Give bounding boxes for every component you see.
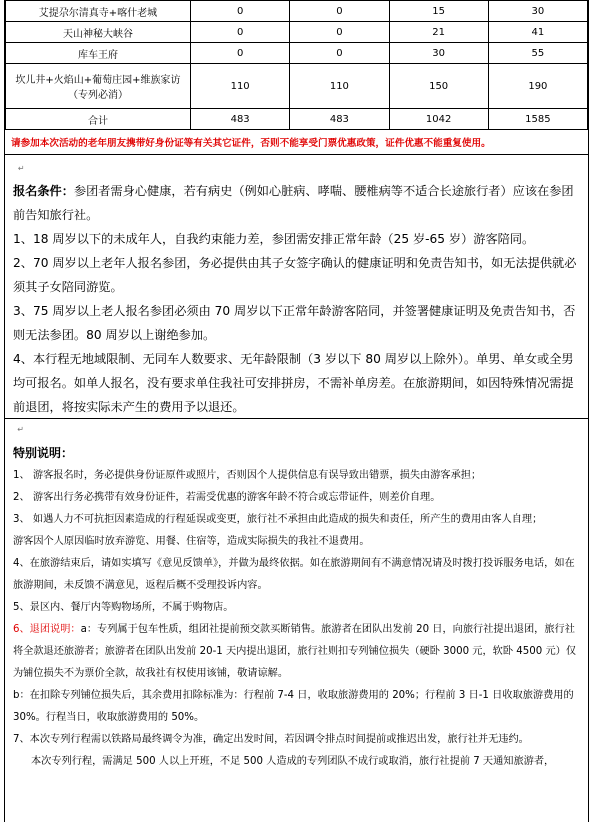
- enroll-item: 2、70 周岁以上老年人报名参团，务必提供由其子女签字确认的健康证明和免责告知书，如无法提供就必须其子女陪同游览。: [13, 256, 577, 294]
- special-item-7: 7、本次专列行程需以铁路局最终调令为准，确定出发时间，若因调令排点时间提前或推迟出发，旅行社并无违约。: [13, 734, 529, 745]
- refund-label: 6、退团说明：: [13, 624, 81, 635]
- table-cell-value: 30: [488, 1, 587, 22]
- table-cell-name: 合计: [6, 109, 191, 130]
- enroll-item: 4、本行程无地域限制、无同车人数要求、无年龄限制（3 岁以下 80 周岁以上除外）。单男、单女或全男均可报名。如单人报名，没有要求单住我社可安排拼房，不需补单房差。在旅游期间，如因特殊情况需提前退团，将按实际未产生的费用予以退还。: [13, 352, 574, 414]
- table-cell-value: 15: [389, 1, 488, 22]
- table-cell-value: 30: [389, 43, 488, 64]
- enroll-item: 3、75 周岁以上老人报名参团必须由 70 周岁以下正常年龄游客陪同，并签署健康证明及免责告知书，否则无法参团。80 周岁以上谢绝参加。: [13, 304, 576, 342]
- table-cell-value: 21: [389, 22, 488, 43]
- table-cell-value: 1585: [488, 109, 587, 130]
- table-cell-value: 41: [488, 22, 587, 43]
- table-cell-value: 190: [488, 64, 587, 109]
- table-cell-value: 0: [191, 22, 290, 43]
- table-row: [6, 22, 588, 43]
- refund-item-b: b：在扣除专列铺位损失后，其余费用扣除标准为：行程前 7-4 日，收取旅游费用的 20%；行程前 3 日-1 日收取旅游费用的 30%。行程当日，收取旅游费用的 50%。: [13, 690, 574, 723]
- table-cell-value: 0: [290, 43, 389, 64]
- special-item: 游客因个人原因临时放弃游览、用餐、住宿等，造成实际损失的我社不退费用。: [13, 536, 370, 547]
- special-section: ↵ 特别说明： 1、 游客报名时，务必提供身份证原件或照片，否则因个人提供信息有误导致出错票，损失由游客承担； 2、 游客出行务必携带有效身份证件，若需受优惠的游客年龄不符合或忘带证件，则差价自理。 3、 如遇人力不可抗拒因素造成的行程延误或变更，旅行社不承担由此造成的损失和责任，所产生的费用由客人自理； 游客因个人原因临时放弃游览、用餐、住宿等，造成实际损失的我社不退费用。 4、在旅游结束后，请如实填写《意见反馈单》，并做为最终依据。如在旅游期间有不满意情况请及时拨打投诉服务电话，如在旅游期间，未反馈不满意见，返程后概不受理投诉内容。 5、景区内、餐厅内等购物场所，不属于购物店。 6、退团说明：a：专列属于包车性质，组团社提前预交款买断销售。旅游者在团队出发前 20 日，向旅行社提出退团，旅行社将全款退还旅游者；旅游者在团队出发前 20-1 天内提出退团，旅行社则扣专列铺位损失（硬卧 3000 元，软卧 4500 元）仅为铺位损失不为票价全款，故我社有权使用该铺，敬请谅解。 b：在扣除专列铺位损失后，其余费用扣除标准为：行程前 7-4 日，收取旅游费用的 20%；行程前 3 日-1 日收取旅游费用的 30%。行程当日，收取旅游费用的 50%。 7、本次专列行程需以铁路局最终调令为准，确定出发时间，若因调令排点时间提前或推迟出发，旅行社并无违约。 本次专列行程，需满足 500 人以上开班，不足 500 人造成的专列团队不成行或取消，旅行社提前 7 天通知旅游者，: [5, 419, 588, 773]
- table-row: [6, 64, 588, 109]
- special-item: 2、 游客出行务必携带有效身份证件，若需受优惠的游客年龄不符合或忘带证件，则差价自理。: [13, 492, 441, 503]
- price-table: [5, 0, 588, 130]
- enroll-intro: 参团者需身心健康，若有病史（例如心脏病、哮喘、腰椎病等不适合长途旅行者）应该在参团前告知旅行社。: [13, 184, 574, 222]
- table-cell-value: 0: [191, 1, 290, 22]
- table-cell-name: 艾提尕尔清真寺+喀什老城: [6, 1, 191, 22]
- special-item: 3、 如遇人力不可抗拒因素造成的行程延误或变更，旅行社不承担由此造成的损失和责任，所产生的费用由客人自理；: [13, 514, 543, 525]
- table-cell-value: 150: [389, 64, 488, 109]
- table-cell-name: 库车王府: [6, 43, 191, 64]
- special-title: 特别说明：: [13, 446, 74, 460]
- table-cell-value: 483: [191, 109, 290, 130]
- table-cell-value: 110: [290, 64, 389, 109]
- special-item: 5、景区内、餐厅内等购物场所，不属于购物店。: [13, 602, 234, 613]
- table-cell-name: 坎儿井+火焰山+葡萄庄园+维族家访（专列必消）: [6, 64, 191, 109]
- table-cell-name: 天山神秘大峡谷: [6, 22, 191, 43]
- table-row: [6, 1, 588, 22]
- refund-text: a：专列属于包车性质，组团社提前预交款买断销售。旅游者在团队出发前 20 日，向旅行社提出退团，旅行社将全款退还旅游者；旅游者在团队出发前 20-1 天内提出退团，旅行社则扣专列铺位损失（硬卧 3000 元，软卧 4500 元）仅为铺位损失不为票价全款，故我社有权使用该铺，敬请谅解。: [13, 624, 577, 679]
- table-row: [6, 109, 588, 130]
- table-cell-value: 0: [290, 22, 389, 43]
- special-item: 4、在旅游结束后，请如实填写《意见反馈单》，并做为最终依据。如在旅游期间有不满意情况请及时拨打投诉服务电话，如在旅游期间，未反馈不满意见，返程后概不受理投诉内容。: [13, 558, 575, 591]
- table-cell-value: 0: [191, 43, 290, 64]
- table-cell-value: 55: [488, 43, 587, 64]
- enroll-section: ↵ 报名条件：参团者需身心健康，若有病史（例如心脏病、哮喘、腰椎病等不适合长途旅行者）应该在参团前告知旅行社。 1、18 周岁以下的未成年人，自我约束能力差，参团需安排正常年龄（25 岁-65 岁）游客陪同。 2、70 周岁以上老年人报名参团，务必提供由其子女签字确认的健康证明和免责告知书，如无法提供就必须其子女陪同游览。 3、75 周岁以上老人报名参团必须由 70 周岁以下正常年龄游客陪同，并签署健康证明及免责告知书，否则无法参团。80 周岁以上谢绝参加。 4、本行程无地域限制、无同车人数要求、无年龄限制（3 岁以下 80 周岁以上除外）。单男、单女或全男均可报名。如单人报名，没有要求单住我社可安排拼房，不需补单房差。在旅游期间，如因特殊情况需提前退团，将按实际未产生的费用予以退还。: [5, 155, 588, 419]
- table-cell-value: 0: [290, 1, 389, 22]
- enroll-label: 报名条件：: [13, 184, 74, 198]
- table-cell-value: 1042: [389, 109, 488, 130]
- table-row: [6, 43, 588, 64]
- special-item-7b: 本次专列行程，需满足 500 人以上开班，不足 500 人造成的专列团队不成行或取消，旅行社提前 7 天通知旅游者，: [31, 756, 555, 767]
- special-item: 1、 游客报名时，务必提供身份证原件或照片，否则因个人提供信息有误导致出错票，损失由游客承担；: [13, 470, 482, 481]
- id-warning: 请参加本次活动的老年朋友携带好身份证等有关其它证件，否则不能享受门票优惠政策，证件优惠不能重复使用。: [5, 130, 588, 155]
- enroll-item: 1、18 周岁以下的未成年人，自我约束能力差，参团需安排正常年龄（25 岁-65 岁）游客陪同。: [13, 232, 535, 246]
- document-page: [4, 0, 589, 822]
- table-cell-value: 483: [290, 109, 389, 130]
- table-cell-value: 110: [191, 64, 290, 109]
